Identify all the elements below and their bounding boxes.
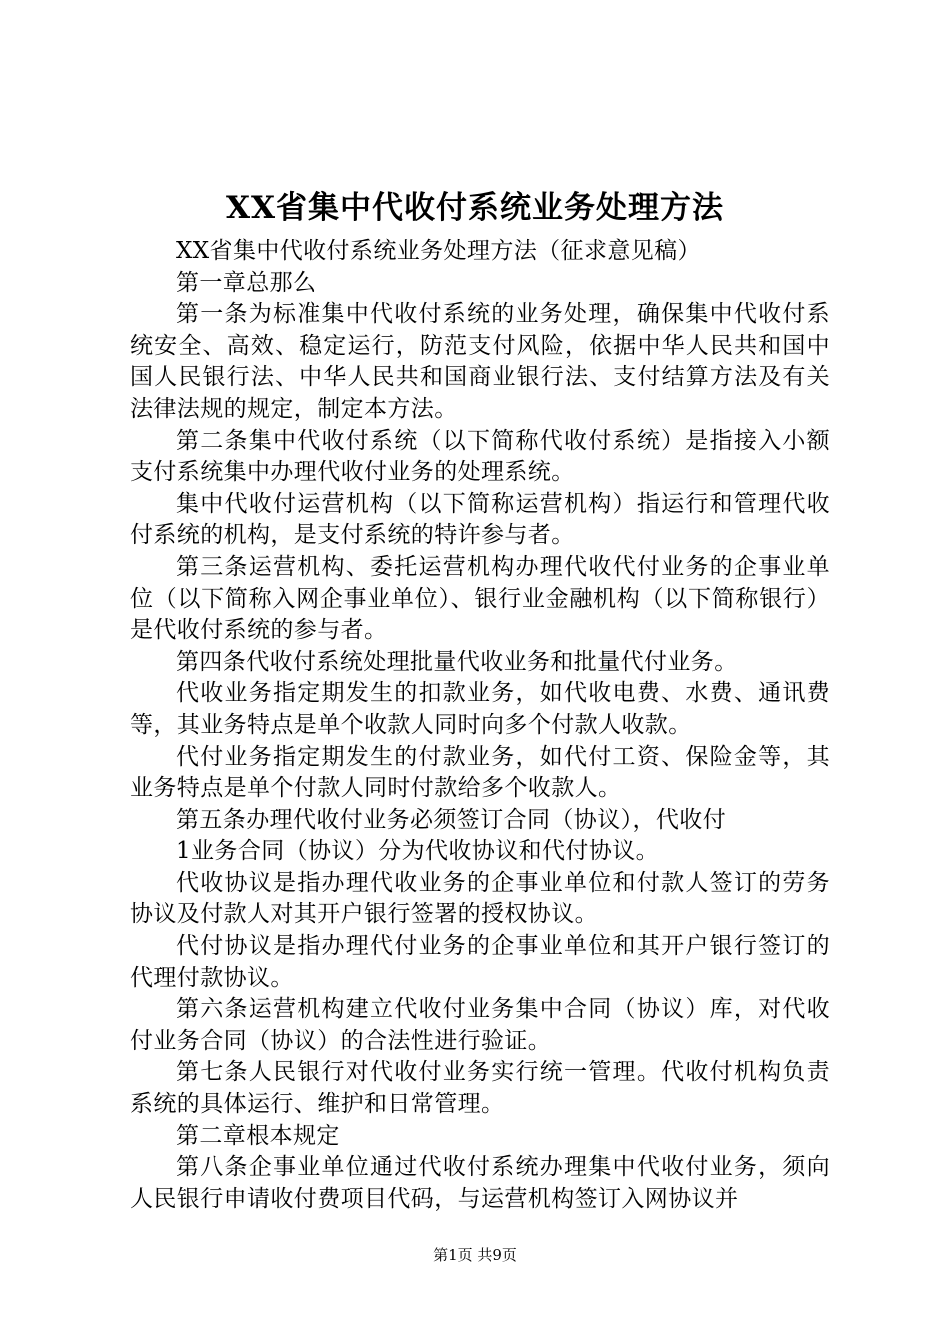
- paragraph-collection-agreement: 代收协议是指办理代收业务的企事业单位和付款人签订的劳务协议及付款人对其开户银行签署的授权协议。: [130, 869, 830, 928]
- paragraph-chapter-1: 第一章总那么: [176, 269, 317, 296]
- paragraph-subtitle: XX省集中代收付系统业务处理方法（征求意见稿）: [176, 238, 701, 264]
- paragraph-article-7: 第七条人民银行对代收付业务实行统一管理。代收付机构负责系统的具体运行、维护和日常管理。: [130, 1059, 830, 1118]
- paragraph-article-5: 第五条办理代收付业务必须签订合同（协议），代收付: [176, 806, 727, 833]
- paragraph-article-1: 第一条为标准集中代收付系统的业务处理，确保集中代收付系统安全、高效、稳定运行，防范支付风险，依据中华人民共和国中国人民银行法、中华人民共和国商业银行法、支付结算方法及有关法律法规的规定，制定本方法。: [130, 301, 830, 422]
- paragraph-operator-definition: 集中代收付运营机构（以下简称运营机构）指运行和管理代收付系统的机构，是支付系统的特许参与者。: [130, 490, 830, 549]
- paragraph-chapter-2: 第二章根本规定: [176, 1122, 340, 1149]
- paragraph-article-3: 第三条运营机构、委托运营机构办理代收代付业务的企事业单位（以下简称入网企事业单位）、银行业金融机构（以下简称银行）是代收付系统的参与者。: [130, 553, 830, 644]
- paragraph-collection-business: 代收业务指定期发生的扣款业务，如代收电费、水费、通讯费等，其业务特点是单个收款人同时向多个付款人收款。: [130, 680, 830, 738]
- paragraph-article-2: 第二条集中代收付系统（以下简称代收付系统）是指接入小额支付系统集中办理代收付业务的处理系统。: [130, 427, 830, 486]
- paragraph-payment-agreement: 代付协议是指办理代付业务的企事业单位和其开户银行签订的代理付款协议。: [130, 933, 830, 991]
- document-body: [130, 236, 830, 1215]
- page-footer: 第1页 共9页: [433, 1246, 517, 1264]
- paragraph-article-4: 第四条代收付系统处理批量代收业务和批量代付业务。: [176, 648, 738, 675]
- paragraph-payment-business: 代付业务指定期发生的付款业务，如代付工资、保险金等，其业务特点是单个付款人同时付款给多个收款人。: [130, 743, 830, 802]
- paragraph-article-6: 第六条运营机构建立代收付业务集中合同（协议）库，对代收付业务合同（协议）的合法性进行验证。: [130, 996, 830, 1054]
- paragraph-contract-types: 1业务合同（协议）分为代收协议和代付协议。: [176, 838, 660, 865]
- paragraph-article-8: 第八条企事业单位通过代收付系统办理集中代收付业务，须向人民银行申请收付费项目代码，与运营机构签订入网协议并: [130, 1154, 830, 1212]
- document-title: XX省集中代收付系统业务处理方法: [225, 190, 725, 226]
